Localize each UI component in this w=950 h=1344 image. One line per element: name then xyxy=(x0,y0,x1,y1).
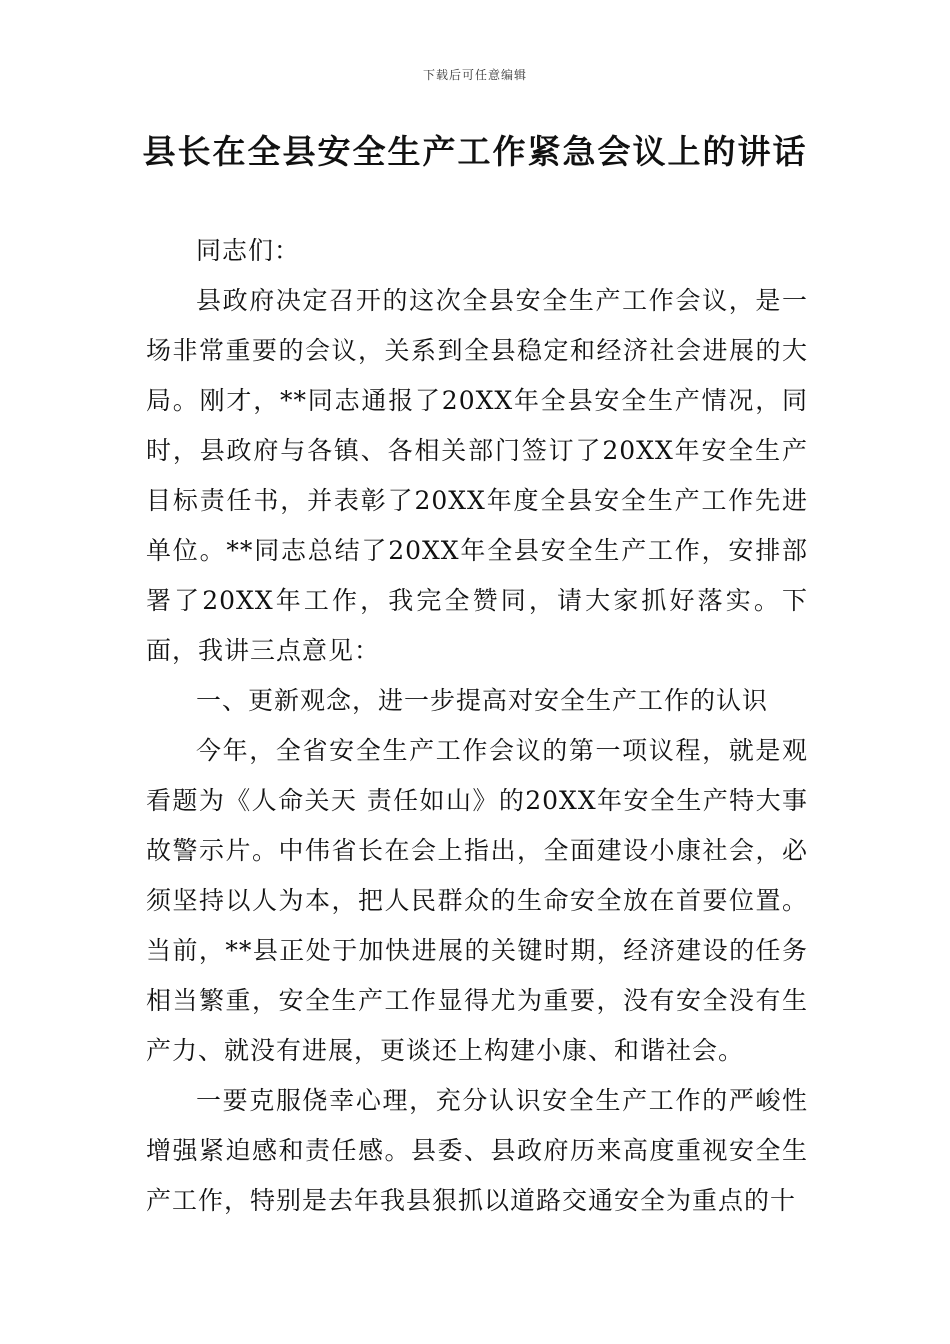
paragraph-intro: 县政府决定召开的这次全县安全生产工作会议，是一场非常重要的会议，关系到全县稳定和经济社会进展的大局。刚才，**同志通报了20XX年全县安全生产情况，同时，县政府与各镇、各相关部门签订了20XX年安全生产目标责任书，并表彰了20XX年度全县安全生产工作先进单位。**同志总结了20XX年全县安全生产工作，安排部署了20XX年工作，我完全赞同，请大家抓好落实。下面，我讲三点意见： xyxy=(146,286,808,665)
section-heading-1: 一、更新观念，进一步提高对安全生产工作的认识 xyxy=(196,686,769,715)
document-title: 县长在全县安全生产工作紧急会议上的讲话 xyxy=(142,132,808,171)
document-body xyxy=(146,226,808,1226)
salutation: 同志们： xyxy=(196,236,301,265)
paragraph-point-1: 一要克服侥幸心理，充分认识安全生产工作的严峻性增强紧迫感和责任感。县委、县政府历来高度重视安全生产工作，特别是去年我县狠抓以道路交通安全为重点的十 xyxy=(146,1086,808,1215)
header-note: 下载后可任意编辑 xyxy=(422,68,527,82)
paragraph-section-1: 今年，全省安全生产工作会议的第一项议程，就是观看题为《人命关天 责任如山》的20XX年安全生产特大事故警示片。中伟省长在会上指出，全面建设小康社会，必须坚持以人为本，把人民群众的生命安全放在首要位置。当前，**县正处于加快进展的关键时期，经济建设的任务相当繁重，安全生产工作显得尤为重要，没有安全没有生产力、就没有进展，更谈还上构建小康、和谐社会。 xyxy=(146,736,808,1065)
